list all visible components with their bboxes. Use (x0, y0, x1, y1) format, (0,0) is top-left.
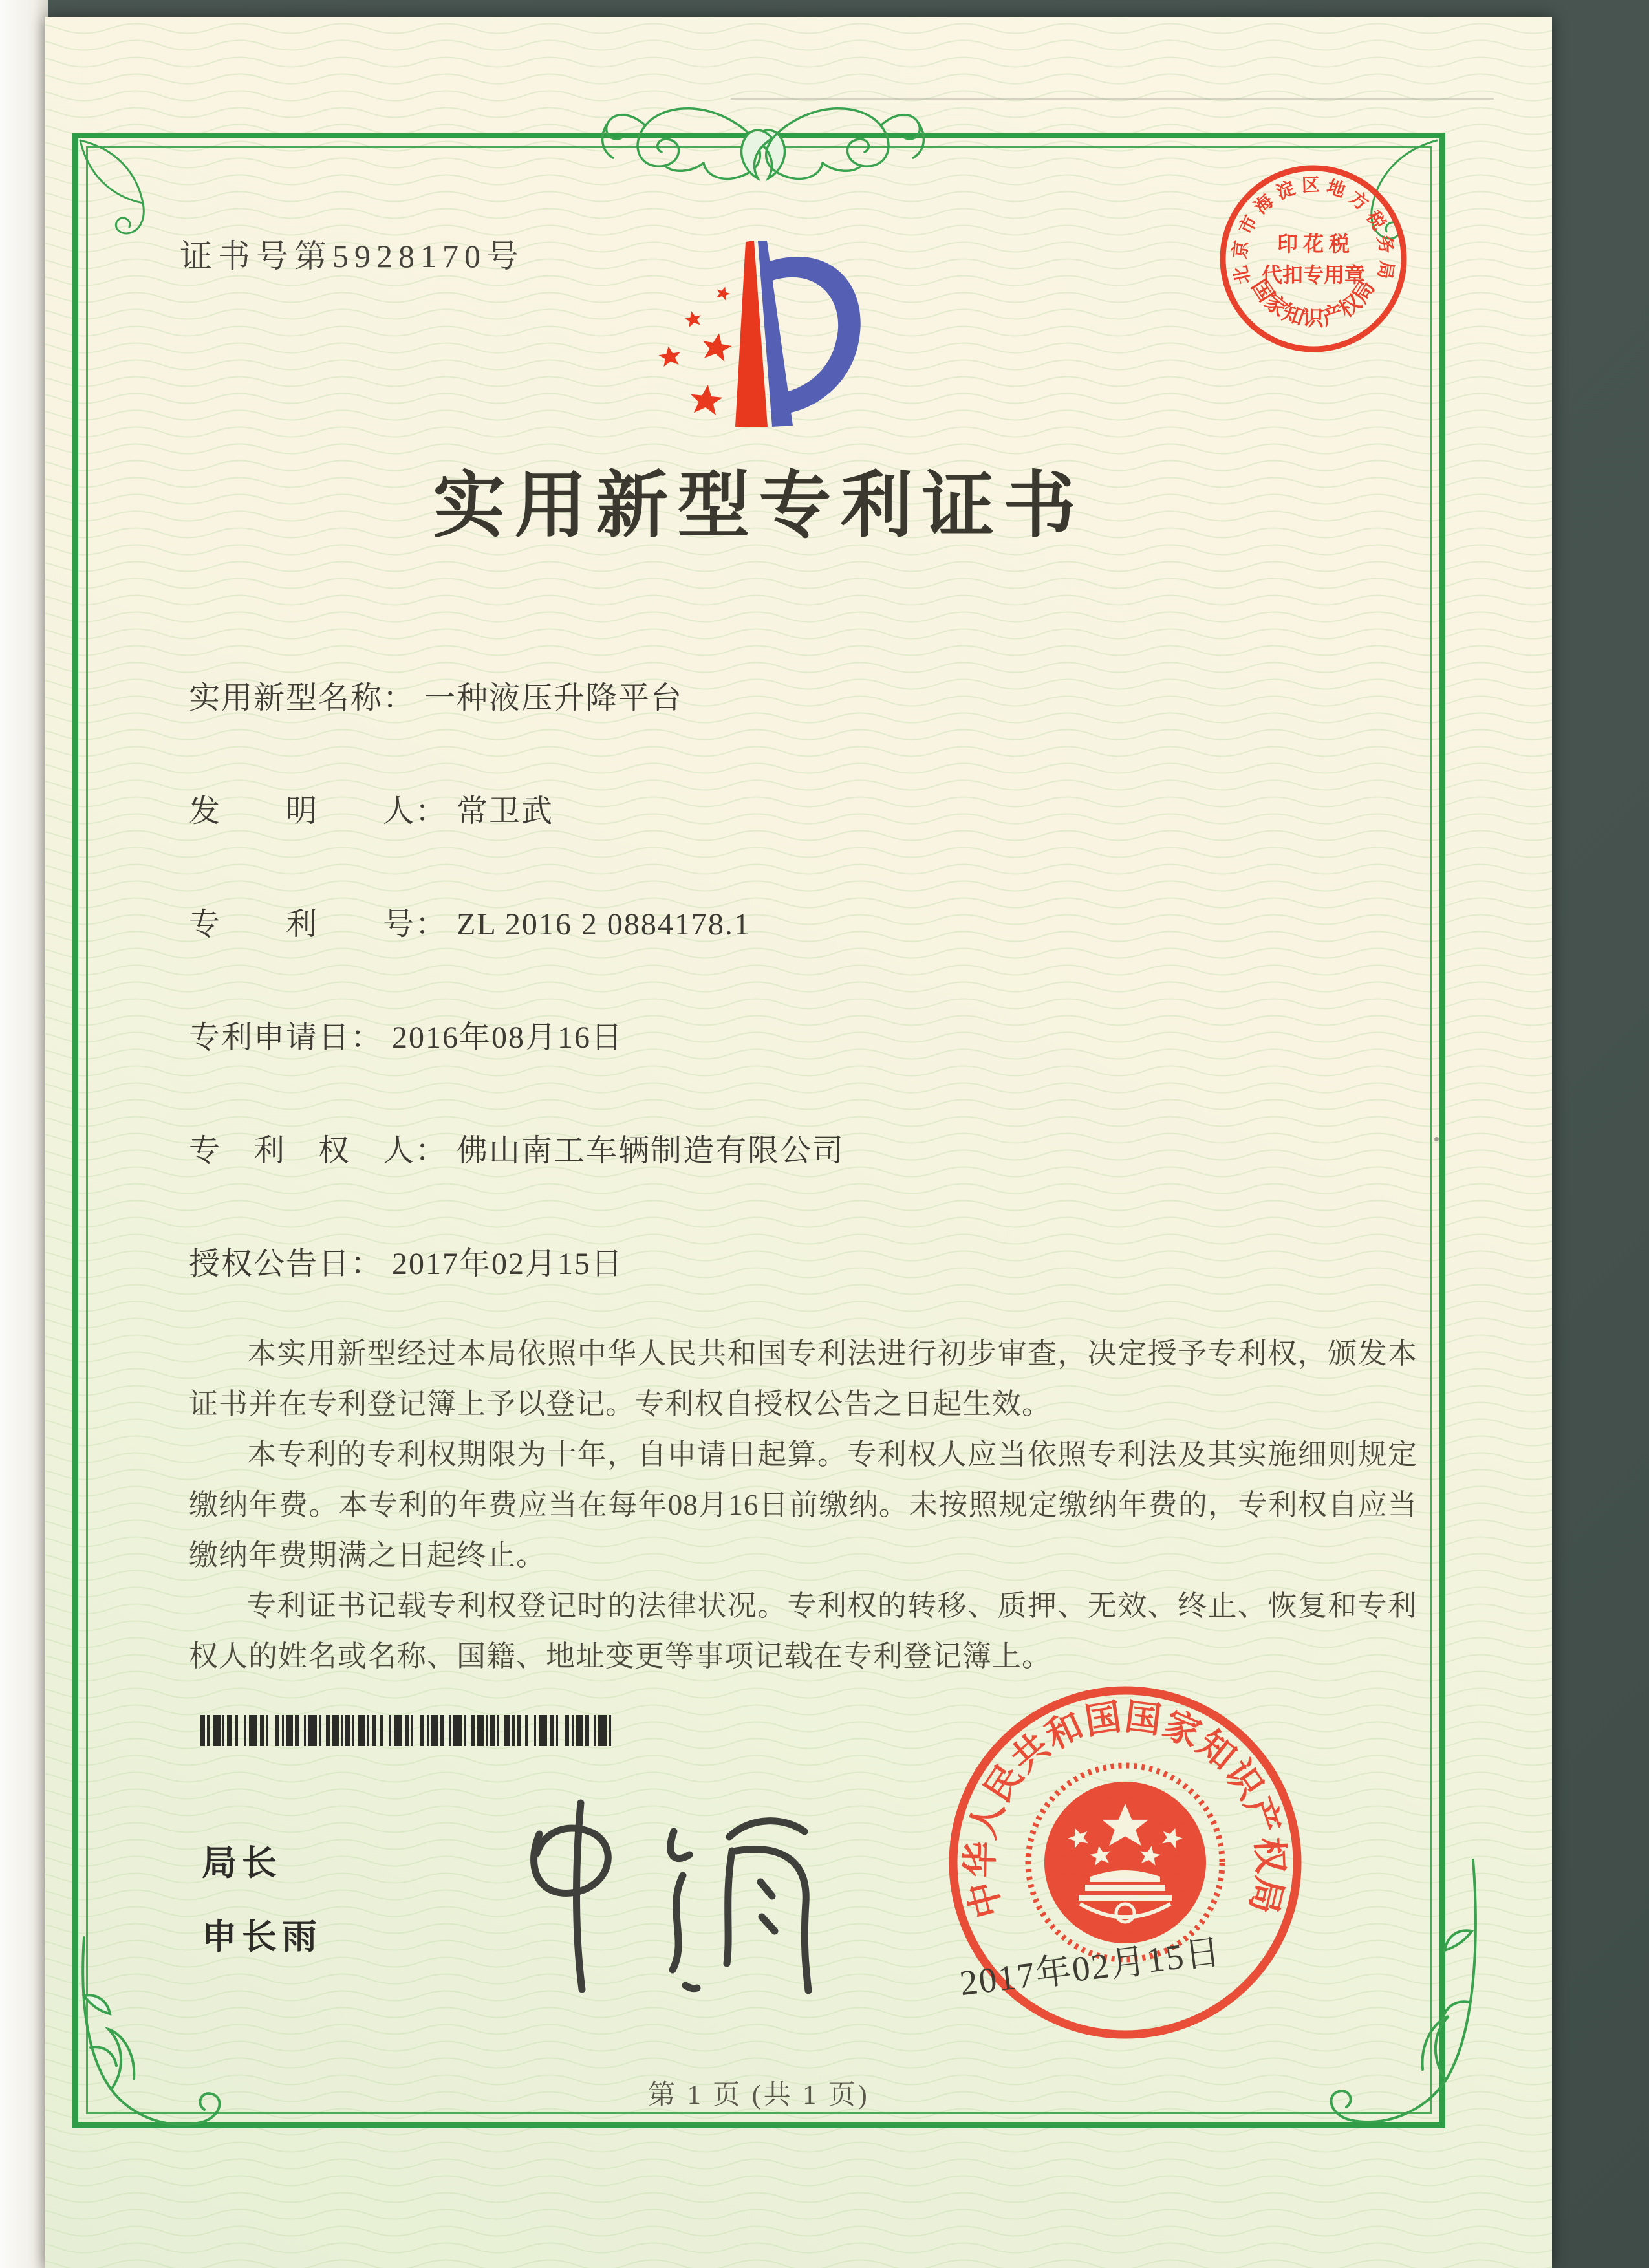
field-row-patentee (189, 1125, 845, 1170)
handwritten-signature (472, 1794, 834, 2001)
field-row-patent-number (189, 899, 751, 944)
barcode-bar (585, 1715, 589, 1746)
commissioner-name: 申长雨 (202, 1917, 322, 1956)
certificate-number: 证书号第5928170号 (180, 238, 524, 274)
stamp-duty-seal (1216, 162, 1410, 356)
barcode-space (558, 1715, 565, 1746)
tax-stamp-arc-top: 北京市海淀区地方税务局 (1230, 175, 1397, 286)
legal-paragraph-2: 本专利的专利权期限为十年，自申请日起算。专利权人应当依照专利法及其实施细则规定缴纳年费。本专利的年费应当在每年08月16日前缴纳。未按照规定缴纳年费的，专利权自应当缴纳年费期满之日起终止。 (189, 1438, 1417, 1571)
barcode-bar (345, 1715, 350, 1746)
commissioner-title: 局长 (202, 1844, 282, 1883)
barcode-space (444, 1715, 449, 1746)
barcode-bar (440, 1715, 444, 1746)
field-value: 2017年02月15日 (392, 1247, 624, 1281)
barcode-space (521, 1715, 526, 1746)
barcode-bar (326, 1715, 330, 1746)
barcode-bar (609, 1715, 611, 1746)
logo-blue-p (758, 241, 861, 427)
barcode-bar (249, 1715, 258, 1746)
logo-stars (658, 285, 734, 416)
barcode-bar (394, 1715, 403, 1746)
barcode-bar (471, 1715, 475, 1746)
corner-flourish-top-left (75, 135, 178, 239)
field-row-inventor (189, 786, 554, 830)
barcode-space (466, 1715, 471, 1746)
certificate-title: 实用新型专利证书 (433, 466, 1085, 546)
tax-stamp-arc-bottom: 国家知识产权局 (1246, 275, 1380, 331)
field-value: 常卫武 (457, 794, 554, 828)
barcode-bar (490, 1715, 495, 1746)
barcode-bar (565, 1715, 570, 1746)
barcode-space (321, 1715, 326, 1746)
field-label: 实用新型名称： (189, 681, 416, 715)
barcode-bar (453, 1715, 462, 1746)
barcode-space (354, 1715, 359, 1746)
field-label: 授权公告日： (189, 1247, 383, 1281)
barcode-bar (213, 1715, 220, 1746)
legal-text-block (189, 1328, 1417, 1681)
barcode-bar (308, 1715, 317, 1746)
barcode-bar (260, 1715, 264, 1746)
tax-stamp-line1: 印 花 税 (1277, 232, 1350, 255)
certificate-page (45, 17, 1552, 2268)
barcode-space (299, 1715, 304, 1746)
barcode-space (413, 1715, 420, 1746)
field-value: ZL 2016 2 0884178.1 (457, 907, 751, 942)
scanner-left-page-edge (0, 0, 48, 2268)
barcode-bar (358, 1715, 365, 1746)
barcode-bar (431, 1715, 437, 1746)
barcode-bar (372, 1715, 376, 1746)
field-label: 专利申请日： (189, 1021, 383, 1055)
barcode-space (268, 1715, 275, 1746)
page-number: 第 1 页 (共 1 页) (648, 2080, 870, 2110)
barcode-bar (550, 1715, 554, 1746)
barcode-bar (405, 1715, 409, 1746)
barcode-space (589, 1715, 594, 1746)
barcode-bar (332, 1715, 339, 1746)
barcode-bar (295, 1715, 299, 1746)
field-label: 专 利 权 人： (189, 1134, 448, 1168)
field-value: 佛山南工车辆制造有限公司 (457, 1134, 845, 1168)
barcode-space (200, 1746, 205, 1777)
field-value: 一种液压升降平台 (424, 681, 684, 715)
field-label: 发 明 人： (189, 794, 448, 828)
field-label: 专 利 号： (189, 907, 448, 942)
seal-date: 2017年02月15日 (957, 1932, 1224, 2003)
field-row-filing-date (189, 1012, 623, 1057)
barcode-bar (598, 1715, 607, 1746)
barcode-space (528, 1715, 534, 1746)
scan-artifact-dot (1434, 1137, 1439, 1141)
barcode-bar (420, 1715, 425, 1746)
tax-stamp-line2: 代扣专用章 (1261, 263, 1366, 286)
barcode (200, 1715, 614, 1746)
barcode-bar (576, 1715, 583, 1746)
field-row-utility-name (189, 673, 683, 717)
dragon-ornament (556, 87, 970, 190)
field-value: 2016年08月16日 (392, 1021, 624, 1055)
field-row-grant-date (189, 1238, 623, 1283)
barcode-bar (539, 1715, 548, 1746)
barcode-bar (227, 1715, 232, 1746)
barcode-bar (477, 1715, 484, 1746)
barcode-bar (504, 1715, 510, 1746)
barcode-space (232, 1715, 236, 1746)
barcode-bar (200, 1715, 205, 1746)
barcode-space (383, 1715, 389, 1746)
barcode-space (210, 1715, 214, 1746)
barcode-space (376, 1715, 381, 1746)
scan-artifact-line (731, 98, 1494, 100)
legal-paragraph-1: 本实用新型经过本局依照中华人民共和国专利法进行初步审查，决定授予专利权，颁发本证书并在专利登记簿上予以登记。专利权自授权公告之日起生效。 (189, 1337, 1417, 1420)
barcode-bar (517, 1715, 521, 1746)
cnipa-logo (647, 234, 867, 435)
barcode-space (238, 1715, 244, 1746)
legal-paragraph-3: 专利证书记载专利权登记时的法律状况。专利权的转移、质押、无效、终止、恢复和专利权人的姓名或名称、国籍、地址变更等事项记载在专利登记簿上。 (189, 1590, 1417, 1672)
seal-ring-text: 中华人民共和国国家知识产权局 (960, 1697, 1291, 1923)
barcode-bar (275, 1715, 279, 1746)
barcode-space (499, 1715, 504, 1746)
barcode-bar (286, 1715, 292, 1746)
